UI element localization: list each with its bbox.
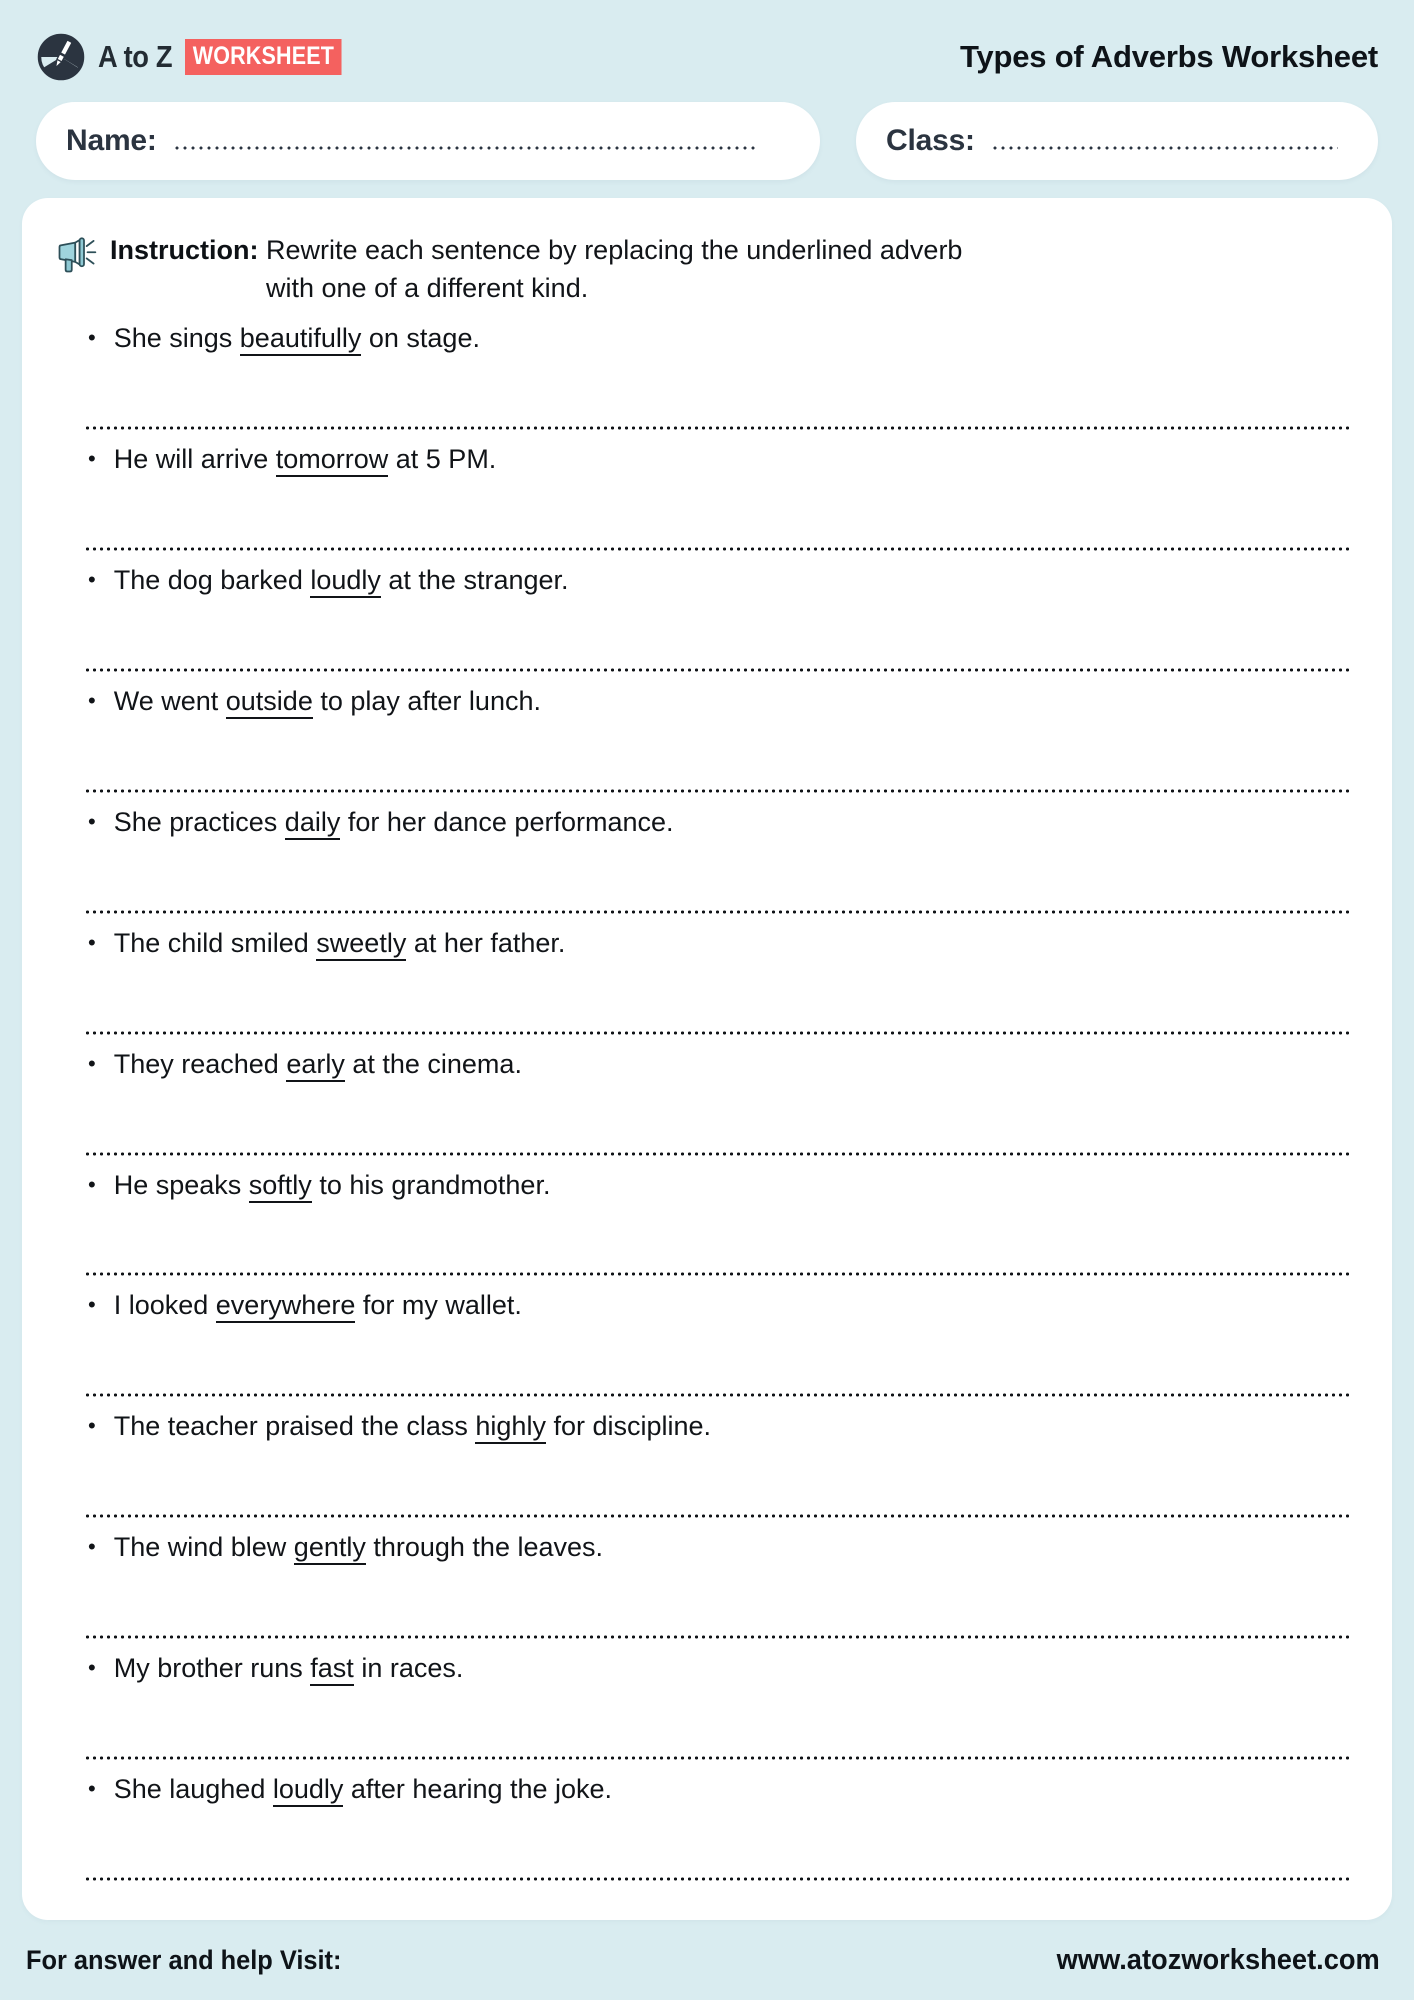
question-sentence [56,1652,1358,1685]
underlined-adverb: everywhere [216,1290,356,1323]
question-item [56,1410,1358,1531]
question-text [114,1169,551,1202]
brand-badge: WORKSHEET [185,39,342,75]
sentence-suffix: through the leaves. [365,1532,604,1563]
question-sentence [56,927,1358,960]
answer-line[interactable] [84,1392,1350,1398]
answer-line[interactable] [84,1755,1350,1761]
name-label: Name: [66,124,157,157]
question-item [56,564,1358,685]
bullet-icon: • [88,808,96,834]
question-sentence [56,806,1358,839]
question-sentence [56,322,1358,355]
question-item [56,322,1358,443]
answer-line[interactable] [84,1030,1350,1036]
underlined-adverb: loudly [273,1774,344,1807]
footer-website-url: www.atozworksheet.com [1056,1943,1380,1976]
bullet-icon: • [88,1534,96,1560]
sentence-prefix: She laughed [113,1774,273,1805]
sentence-suffix: at 5 PM. [388,444,497,475]
question-item [56,1652,1358,1773]
name-input-line[interactable] [173,145,756,151]
bullet-icon: • [88,1776,96,1802]
underlined-adverb: highly [475,1411,546,1444]
instruction-line-1: Rewrite each sentence by replacing the underlined adverb [266,235,963,265]
sentence-prefix: We went [113,686,226,717]
instruction-block [56,230,1358,306]
answer-line[interactable] [84,667,1350,673]
pen-in-circle-logo-icon [36,32,86,82]
question-item [56,443,1358,564]
sentence-suffix: at the cinema. [344,1048,522,1079]
worksheet-card [22,198,1392,1920]
question-text [114,1289,522,1322]
sentence-prefix: He speaks [113,1169,249,1200]
question-item [56,806,1358,927]
answer-line[interactable] [84,788,1350,794]
answer-line[interactable] [84,1876,1350,1882]
sentence-prefix: The child smiled [113,927,317,958]
question-text [114,927,566,960]
sentence-prefix: The wind blew [113,1532,294,1563]
sentence-prefix: He will arrive [113,444,276,475]
question-item [56,1169,1358,1290]
answer-line[interactable] [84,909,1350,915]
answer-line[interactable] [84,1634,1350,1640]
page-header [22,18,1392,96]
question-text [114,1652,464,1685]
underlined-adverb: outside [226,686,313,719]
answer-line[interactable] [84,1271,1350,1277]
question-item [56,1048,1358,1169]
sentence-prefix: She sings [113,323,240,354]
answer-line[interactable] [84,1151,1350,1157]
page-footer [22,1920,1392,2000]
question-item [56,685,1358,806]
bullet-icon: • [88,688,96,714]
question-sentence [56,1773,1358,1806]
bullet-icon: • [88,1050,96,1076]
sentence-prefix: My brother runs [113,1653,311,1684]
underlined-adverb: softly [249,1170,312,1203]
sentence-suffix: for her dance performance. [340,806,674,837]
underlined-adverb: tomorrow [276,444,389,477]
instruction-label: Instruction: [110,235,259,265]
answer-line[interactable] [84,1513,1350,1519]
question-sentence [56,685,1358,718]
question-sentence [56,564,1358,597]
question-item [56,1531,1358,1652]
underlined-adverb: loudly [310,565,381,598]
question-item [56,1289,1358,1410]
footer-help-text: For answer and help Visit: [26,1944,342,1975]
question-item [56,1773,1358,1894]
brand-wordmark [98,39,368,75]
question-sentence [56,1289,1358,1322]
student-fields [22,102,1392,180]
underlined-adverb: fast [310,1653,354,1686]
sentence-suffix: on stage. [361,323,480,354]
brand-logo [36,32,368,82]
sentence-prefix: I looked [113,1290,216,1321]
question-text [114,1410,711,1443]
megaphone-icon [56,234,98,274]
class-field[interactable] [856,102,1378,180]
underlined-adverb: early [286,1049,345,1082]
sentence-suffix: for my wallet. [355,1290,522,1321]
sentence-suffix: for discipline. [545,1411,712,1442]
question-sentence [56,1169,1358,1202]
sentence-suffix: to play after lunch. [312,686,541,717]
bullet-icon: • [88,325,96,351]
question-list [56,316,1358,1894]
question-text [114,1048,522,1081]
bullet-icon: • [88,1413,96,1439]
question-text [114,1531,603,1564]
underlined-adverb: gently [294,1532,366,1565]
sentence-suffix: in races. [353,1653,464,1684]
question-sentence [56,1048,1358,1081]
sentence-suffix: after hearing the joke. [343,1774,613,1805]
sentence-prefix: The teacher praised the class [113,1411,476,1442]
question-sentence [56,1410,1358,1443]
answer-line[interactable] [84,546,1350,552]
underlined-adverb: daily [285,807,341,840]
question-sentence [56,1531,1358,1564]
question-text [114,322,480,355]
sentence-prefix: They reached [113,1048,287,1079]
question-item [56,927,1358,1048]
bullet-icon: • [88,929,96,955]
bullet-icon: • [88,1171,96,1197]
underlined-adverb: sweetly [316,928,406,961]
class-label: Class: [886,124,975,157]
question-text [114,564,569,597]
question-sentence [56,443,1358,476]
sentence-suffix: to his grandmother. [311,1169,551,1200]
bullet-icon: • [88,1292,96,1318]
question-text [114,685,541,718]
sentence-suffix: at her father. [406,927,566,958]
sentence-suffix: at the stranger. [380,565,569,596]
answer-line[interactable] [84,425,1350,431]
bullet-icon: • [88,1655,96,1681]
instruction-line-2: with one of a different kind. [266,273,589,304]
sentence-prefix: She practices [113,806,285,837]
brand-name: A to Z [98,39,173,74]
sentence-prefix: The dog barked [113,565,311,596]
instruction-text-block [110,230,962,306]
question-text [114,1773,612,1806]
class-input-line[interactable] [991,145,1338,151]
bullet-icon: • [88,567,96,593]
page-title: Types of Adverbs Worksheet [959,39,1378,74]
name-field[interactable] [36,102,820,180]
bullet-icon: • [88,446,96,472]
question-text [114,806,674,839]
question-text [114,443,497,476]
underlined-adverb: beautifully [240,323,362,356]
